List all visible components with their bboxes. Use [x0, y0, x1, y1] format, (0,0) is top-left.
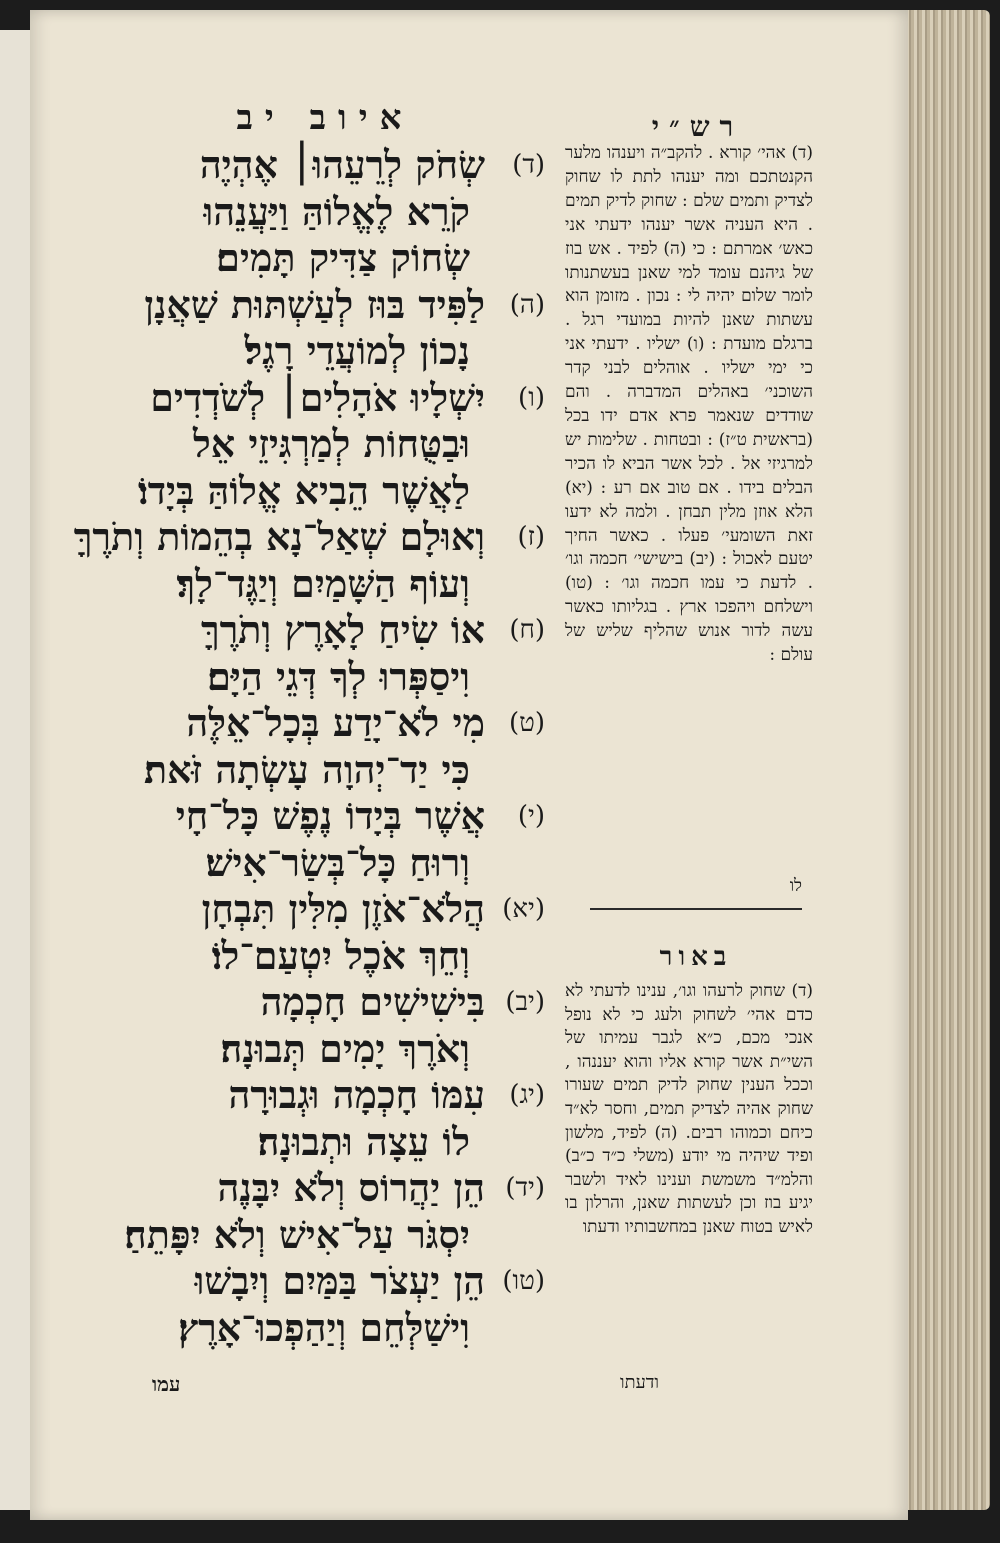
verse-number: (יא) [502, 894, 545, 924]
biur-commentary: (ד) שחוק לרעהו וגו׳, ענינו לדעתי לא כדם אהי׳ לשחוק ולעג כי לא נופל אנכי מכם, כ״א לגבר עמיתו של השי״ת אשר קורא אליו והוא יעננהו , וככל הענין שחוק לדיק תמים שעורו שחוק אהיה לצדיק תמים, וחסר לא״ד כיחם וכמוהו רבים. (ה) לפיד, מלשון ופיד שיהיה מי יודע (משלי כ״ד כ״ב) והלמ״ד משמשת וענינו לאיד ולשבר יגיע בוז וכן לעשתות שאנן, והרלון בו לאיש בטוח שאנן במחשבותיו ודעתו [565, 981, 813, 1237]
verse-line: שְׂחוֹק צַדִּיק תָּמִים׃ [216, 235, 470, 280]
verse-number: (ח) [509, 615, 545, 645]
verse-line: אוֹ שִׂיחַ לָאָרֶץ וְתֹרֶךָּ [200, 607, 485, 652]
verse-line: יִסְגֹּר עַל־אִישׁ וְלֹא יִפָּתֵחַ׃ [124, 1211, 470, 1257]
verse-line: וְחֵךְ אֹכֶל יִטְעַם־לוֹ׃ [211, 932, 470, 978]
running-title: איוב יב [236, 98, 414, 138]
verse-line: שְׂחֹק לְרֵעֵהוּ׀ אֶהְיֶה [199, 142, 485, 187]
verse-line: וִישַׁלְּחֵם וְיַהַפְכוּ־אָרֶץ׃ [178, 1304, 470, 1350]
verse-number: (יב) [505, 987, 545, 1017]
verse-line: מִי לֹא־יָדַע בְּכָל־אֵלֶּה [186, 700, 485, 745]
verse-line: וִיסַפְּרוּ לְךָ דְּגֵי הַיָּם׃ [207, 653, 470, 699]
verse-number: (י) [517, 801, 545, 831]
left-facing-page-edge [0, 30, 30, 1510]
verse-number: (ו) [518, 382, 545, 413]
verse-line: וְרוּחַ כָּל־בְּשַׂר־אִישׁ׃ [205, 839, 470, 885]
page-catchword: עמו [152, 1372, 181, 1396]
verse-line: הֵן יַעְצֹר בַּמַּיִם וְיִבָשׁוּ [194, 1258, 485, 1303]
biur-catchword: ודעתו [620, 1372, 660, 1393]
rashi-commentary: (ד) אהי׳ קורא . להקב״ה ויענהו מלער הקנטתכם ומה יענהו לתת לו שחוק לצדיק ותמים שלם : שחוק לדיק תמים . היא העניה אשר יענהו ידעתי אני כאש׳ אמרתם : כי (ה) לפיד . אש בוז של גיהנם עומד למי שאנן בעשתנותו לומר שלום יהיה לי : נכון . מזומן הוא עשתות שאנן להיות במועדי רגל . ברגלם מועדת : (ו) ישליו . ידעתי אני כי ימי ישליו . אוהלים לבני קדר השוכני׳ באהלים המדברה . והם שודדים שנאמר פרא אדם ידו בכל (בראשית ט״ז) : ובטחות . שלימות יש למרגיזי אל . לכל אשר הביא לו הכיר הבלים בידו . אם טוב אם רע : (יא) הלא אוזן מלין תבחן . ולמה לא ידעו זאת השומעי׳ פעלו . כאשר החיך יטעם לאכול : (יב) בישישי׳ חכמה וגו׳ . לדעת כי עמו חכמה וגו׳ : (טו) וישלחם ויהפכו ארץ . בגליותו כאשר עשה לדור אנוש שהליף שליש של עולם : [565, 143, 813, 666]
verse-line: וּבַטֻּחוֹת לְמַרְגִּיזֵי אֵל [192, 421, 470, 466]
verse-line: עִמּוֹ חָכְמָה וּגְבוּרָה [228, 1072, 485, 1117]
biur-title: באור [659, 942, 733, 972]
verse-number: (ד) [512, 150, 545, 180]
book-page-edges [895, 10, 990, 1510]
verse-line: לַפִּיד בּוּז לְעַשְׁתּוּת שַׁאֲנָן [144, 281, 485, 327]
verse-number: (ה) [509, 289, 545, 320]
column-divider [590, 908, 802, 910]
verse-line: נָכוֹן לְמוֹעֲדֵי רָגֶל׃ [244, 328, 470, 373]
rashi-title: רש״י [651, 110, 744, 143]
verse-line: וְאֹרֶךְ יָמִים תְּבוּנָה׃ [220, 1025, 470, 1071]
verse-line: כִּי יַד־יְהוָה עָשְׂתָה זֹּאת׃ [143, 746, 470, 792]
verse-line: קֹרֵא לֶאֱלוֹהַּ וַיַּעֲנֵהוּ [203, 188, 470, 234]
verse-number: (טו) [502, 1266, 545, 1296]
verse-line: הֲלֹא־אֹזֶן מִלִּין תִּבְחָן [201, 886, 485, 931]
verse-line: הֵן יַהֲרוֹס וְלֹא יִבָּנֶה [217, 1165, 485, 1210]
verse-line: לַאֲשֶׁר הֵבִיא אֱלוֹהַּ בְּיָדוֹ׃ [138, 467, 470, 513]
verse-line: וְאוּלָם שְׁאַל־נָא בְהֵמוֹת וְתֹרֶךָּ [73, 514, 485, 559]
verse-number: (יג) [509, 1080, 545, 1110]
verse-number: (יד) [505, 1173, 545, 1203]
rashi-catchword: לו [789, 876, 802, 896]
verse-number: (ט) [509, 708, 545, 738]
verse-line: בִּישִׁישִׁים חָכְמָה [260, 979, 485, 1024]
verse-line: יִשְׁלָיוּ אֹהָלִים׀ לְשֹׁדְדִים [150, 374, 485, 420]
verse-line: לוֹ עֵצָה וּתְבוּנָה׃ [257, 1118, 470, 1164]
book-page [30, 10, 908, 1520]
verse-number: (ז) [517, 522, 545, 552]
verse-line: וְעוֹף הַשָּׁמַיִם וְיַגֶּד־לָךְ׃ [176, 560, 470, 606]
verse-line: אֲשֶׁר בְּיָדוֹ נֶפֶשׁ כָּל־חָי [175, 793, 485, 838]
